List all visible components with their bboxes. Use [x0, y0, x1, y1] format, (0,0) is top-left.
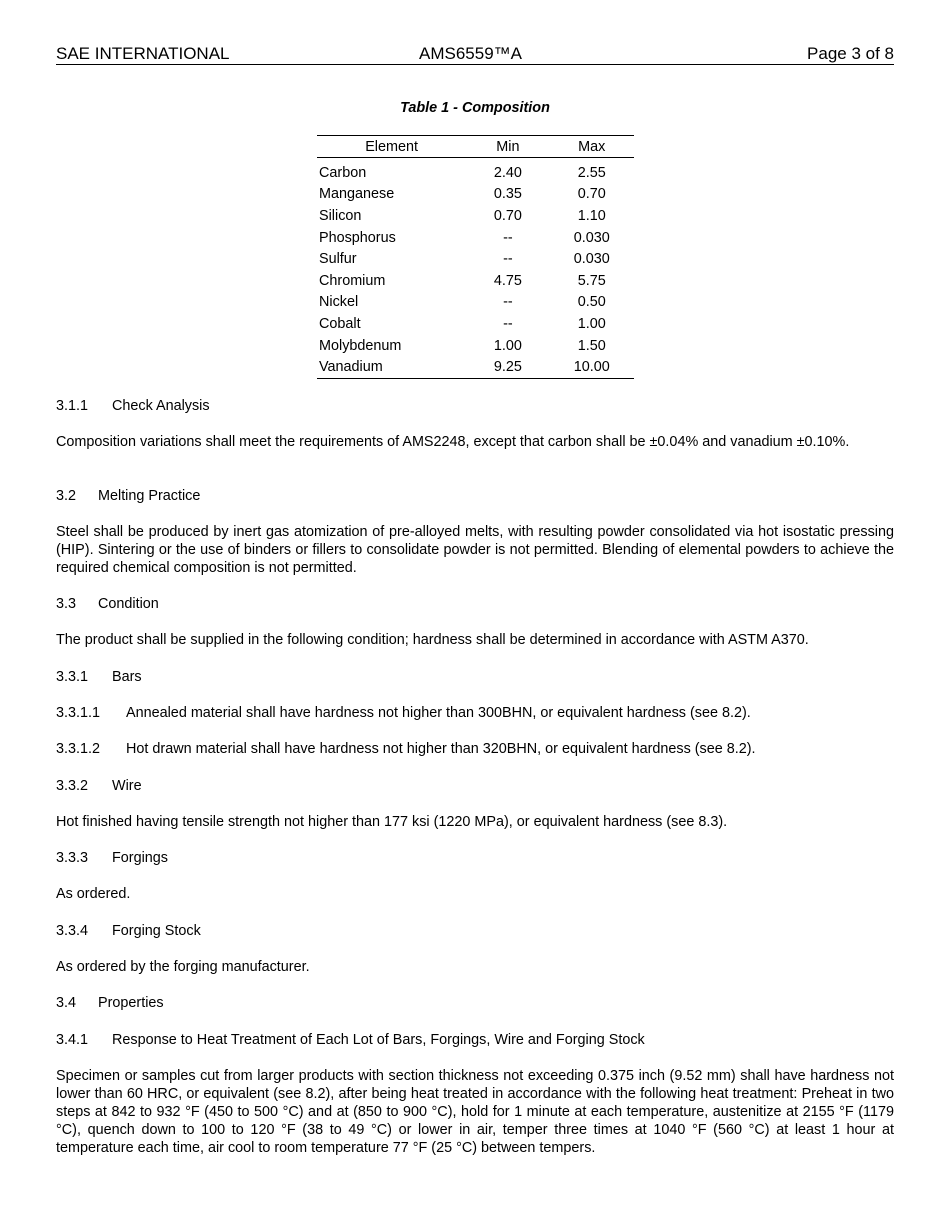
cell-min: 9.25 — [466, 356, 549, 378]
section-number: 3.3.3 — [56, 850, 89, 866]
paragraph-heat-treatment: Specimen or samples cut from larger products with section thickness not exceeding 0.375 inch (9.52 mm) shall have hardness not lower than 60 HRC, or equivalent (see 8.2), after being heat treated in accordance with the following heat treatment: Preheat in two steps at 842 to 932 °F (450 to 500 °C) and at (850 to 900 °C), hold for 1 minute at each temperature, austenitize at 2155 °F (1179 °C), quench down to 100 to 120 °F (38 to 49 °C) or lower in air, temper three times at 1040 °F (560 °C) at least 1 hour at temperature each time, air cool to room temperature 77 °F (25 °C) between tempers. — [56, 1068, 894, 1156]
section-number: 3.3.1.1 — [56, 705, 101, 721]
cell-element: Cobalt — [319, 315, 361, 332]
cell-max: 0.50 — [577, 294, 606, 311]
section-title: Forgings — [112, 850, 168, 866]
section-heading-3-3-1-2 — [56, 740, 894, 758]
section-heading-3-3-2 — [56, 777, 894, 795]
paragraph-forging-stock: As ordered by the forging manufacturer. — [56, 959, 310, 975]
cell-max: 1.50 — [577, 337, 606, 354]
cell-max: 5.75 — [577, 272, 606, 289]
table-header-row — [317, 136, 634, 158]
table-row — [317, 270, 634, 292]
cell-min: -- — [503, 251, 513, 268]
cell-min: 4.75 — [493, 272, 522, 289]
table-row — [317, 248, 634, 270]
cell-max: 2.55 — [577, 164, 606, 181]
paragraph-melting-practice: Steel shall be produced by inert gas atomization of pre-alloyed melts, with resulting powder consolidated via hot isostatic pressing (HIP). Sintering or the use of binders or fillers to consolidate powder is not permitted. Blending of elemental powders to achieve the required chemical composition is not permitted. — [56, 524, 894, 576]
cell-element: Sulfur — [319, 251, 357, 268]
section-number: 3.1.1 — [56, 398, 89, 414]
section-heading-3-3-3 — [56, 849, 894, 867]
cell-element: Carbon — [319, 164, 367, 181]
section-number: 3.2 — [56, 488, 77, 504]
table-row — [317, 356, 634, 378]
section-number: 3.3 — [56, 596, 77, 612]
cell-max: 1.10 — [577, 207, 606, 224]
cell-max: 10.00 — [550, 356, 634, 378]
table-row — [317, 292, 634, 314]
section-number: 3.3.4 — [56, 923, 89, 939]
section-heading-3-3 — [56, 595, 894, 613]
cell-element: Molybdenum — [319, 337, 402, 354]
column-header-element: Element — [317, 136, 466, 158]
document-page — [56, 0, 894, 1230]
section-heading-3-3-1-1 — [56, 704, 894, 722]
composition-table — [317, 135, 634, 379]
cell-min: -- — [503, 229, 513, 246]
cell-min: 2.40 — [493, 164, 522, 181]
section-title: Forging Stock — [112, 923, 201, 939]
cell-element: Nickel — [319, 294, 359, 311]
cell-min: 0.35 — [493, 186, 522, 203]
section-number: 3.4.1 — [56, 1032, 89, 1048]
section-title: Bars — [112, 669, 142, 685]
cell-min: -- — [503, 294, 513, 311]
cell-element: Chromium — [319, 272, 386, 289]
cell-element: Vanadium — [317, 356, 466, 378]
section-title: Hot drawn material shall have hardness not higher than 320BHN, or equivalent hardness (see 8.2). — [126, 741, 756, 757]
section-heading-3-3-1 — [56, 668, 894, 686]
section-title: Annealed material shall have hardness not higher than 300BHN, or equivalent hardness (see 8.2). — [126, 705, 751, 721]
paragraph-forgings: As ordered. — [56, 886, 131, 902]
table-row — [317, 335, 634, 357]
header-doc-id: AMS6559™A — [419, 44, 522, 63]
cell-min: 0.70 — [493, 207, 522, 224]
section-title: Check Analysis — [112, 398, 210, 414]
cell-max: 0.030 — [573, 251, 610, 268]
column-header-min: Min — [466, 136, 549, 158]
cell-element: Silicon — [319, 207, 362, 224]
table-row — [317, 158, 634, 184]
section-heading-3-2 — [56, 487, 894, 505]
page-header — [56, 44, 894, 65]
section-heading-3-3-4 — [56, 922, 894, 940]
section-heading-3-4 — [56, 994, 894, 1012]
paragraph-condition: The product shall be supplied in the following condition; hardness shall be determined in accordance with ASTM A370. — [56, 632, 809, 648]
section-title: Response to Heat Treatment of Each Lot of Bars, Forgings, Wire and Forging Stock — [112, 1032, 645, 1048]
cell-element: Phosphorus — [319, 229, 396, 246]
header-org: SAE INTERNATIONAL — [56, 44, 230, 63]
cell-element: Manganese — [319, 186, 395, 203]
section-heading-3-4-1 — [56, 1031, 894, 1049]
section-heading-3-1-1 — [56, 397, 894, 415]
header-page-number: Page 3 of 8 — [807, 44, 894, 63]
cell-min: 1.00 — [493, 337, 522, 354]
section-title: Wire — [112, 778, 142, 794]
paragraph-check-analysis: Composition variations shall meet the requirements of AMS2248, except that carbon shall be ±0.04% and vanadium ±0.10%. — [56, 434, 850, 450]
section-number: 3.4 — [56, 995, 77, 1011]
table-row — [317, 205, 634, 227]
section-title: Condition — [98, 596, 159, 612]
table-title: Table 1 - Composition — [400, 100, 550, 116]
paragraph-wire: Hot finished having tensile strength not higher than 177 ksi (1220 MPa), or equivalent hardness (see 8.3). — [56, 814, 728, 830]
section-number: 3.3.1.2 — [56, 741, 101, 757]
section-number: 3.3.1 — [56, 669, 89, 685]
section-title: Melting Practice — [98, 488, 201, 504]
cell-max: 0.030 — [573, 229, 610, 246]
section-number: 3.3.2 — [56, 778, 89, 794]
table-row — [317, 313, 634, 335]
cell-max: 0.70 — [577, 186, 606, 203]
table-row — [317, 184, 634, 206]
cell-max: 1.00 — [577, 315, 606, 332]
table-row — [317, 227, 634, 249]
cell-min: -- — [503, 315, 513, 332]
column-header-max: Max — [550, 136, 634, 158]
section-title: Properties — [98, 995, 164, 1011]
